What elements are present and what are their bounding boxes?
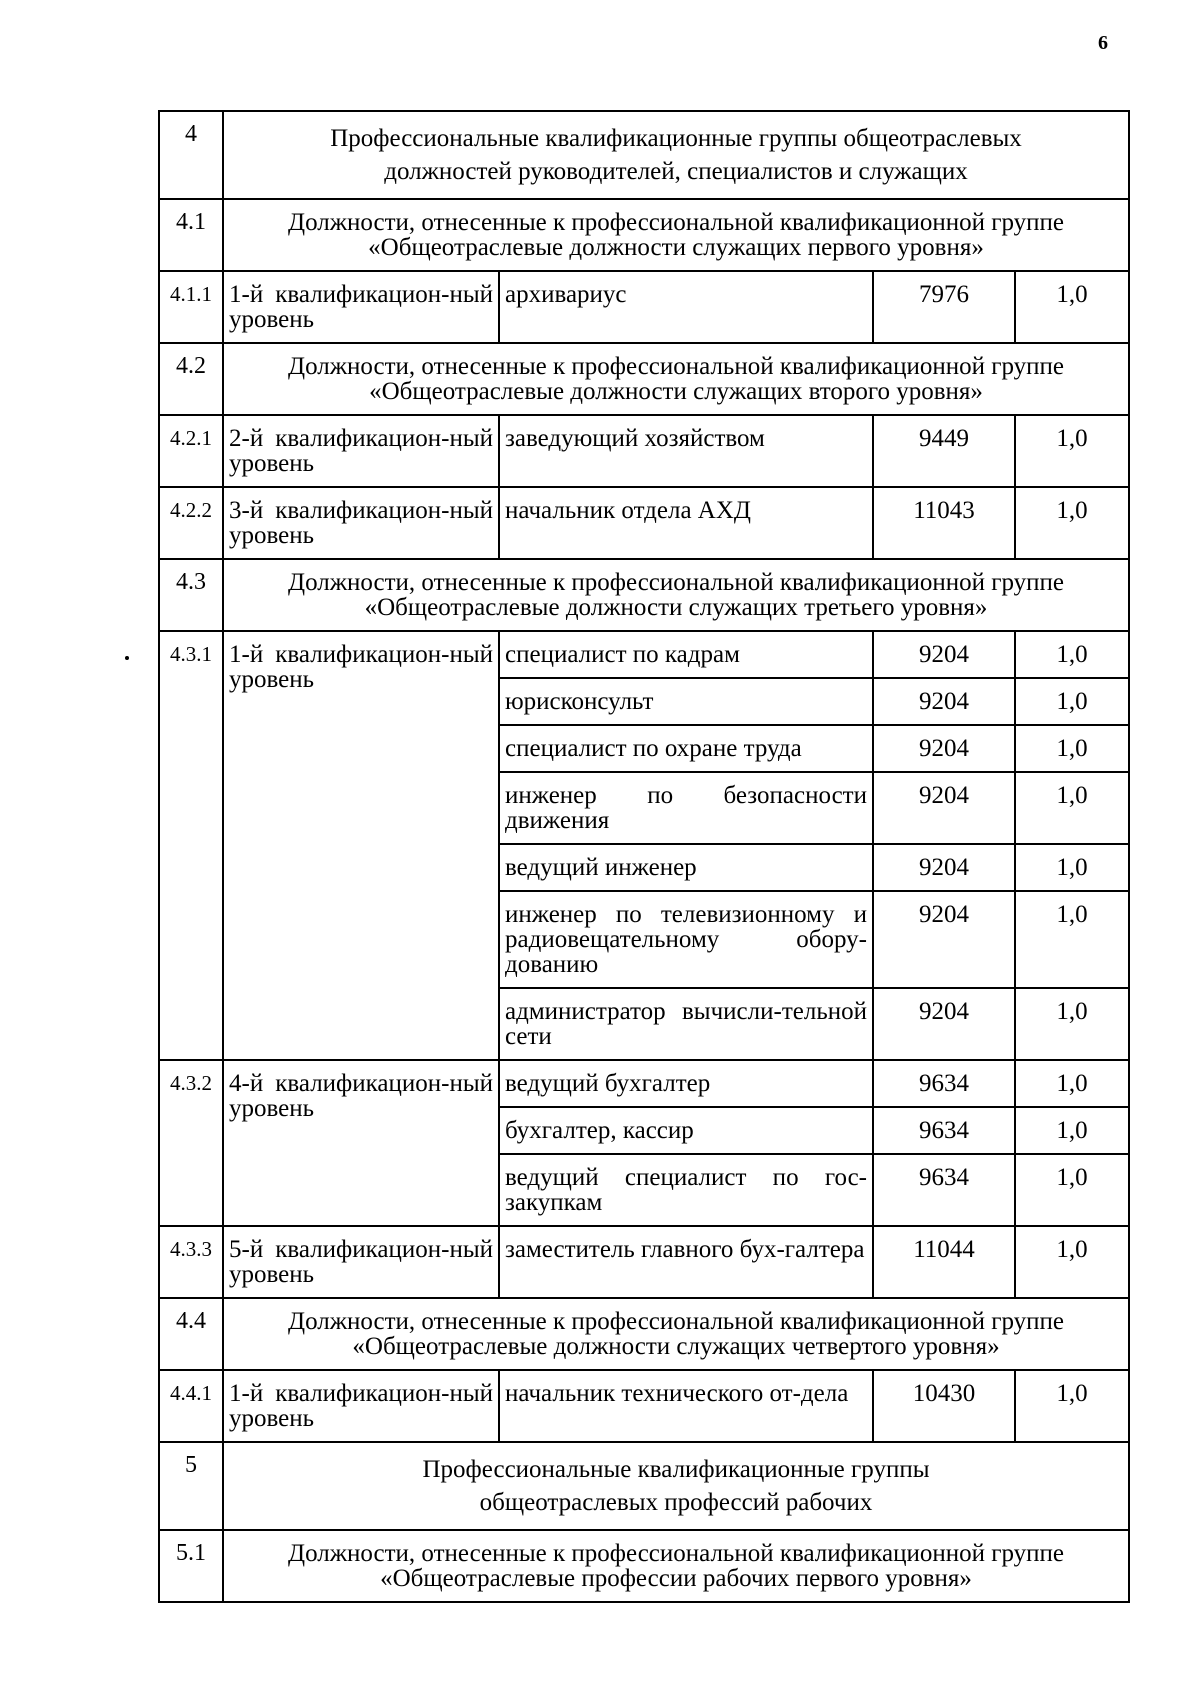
position-code: 10430	[873, 1370, 1015, 1442]
position-title: специалист по охране труда	[499, 725, 873, 772]
group-title-line: Должности, отнесенные к профессиональной квалификационной группе	[288, 1540, 1064, 1567]
scan-artifact-dot	[125, 656, 129, 660]
position-coefficient: 1,0	[1015, 891, 1129, 988]
level-number: 4.4.1	[159, 1370, 223, 1442]
position-row	[159, 415, 1129, 487]
position-coefficient: 1,0	[1015, 1154, 1129, 1226]
position-coefficient: 1,0	[1015, 988, 1129, 1060]
position-coefficient: 1,0	[1015, 631, 1129, 678]
position-coefficient: 1,0	[1015, 1060, 1129, 1107]
group-number: 4.1	[159, 199, 223, 271]
position-coefficient: 1,0	[1015, 1107, 1129, 1154]
position-title: инженер по телевизионному и радиовещательному обору-дованию	[499, 891, 873, 988]
position-code: 9204	[873, 631, 1015, 678]
group-number: 4.4	[159, 1298, 223, 1370]
section-header-row	[159, 1442, 1129, 1530]
position-code: 9204	[873, 678, 1015, 725]
level-number: 4.3.2	[159, 1060, 223, 1226]
table-body	[159, 111, 1129, 1602]
position-row	[159, 271, 1129, 343]
group-number: 4.2	[159, 343, 223, 415]
position-coefficient: 1,0	[1015, 725, 1129, 772]
group-row	[159, 559, 1129, 631]
section-title-line: общеотраслевых профессий рабочих	[479, 1489, 873, 1516]
group-title	[223, 559, 1129, 631]
group-title-line: «Общеотраслевые должности служащих третьего уровня»	[364, 594, 988, 621]
position-title: ведущий бухгалтер	[499, 1060, 873, 1107]
position-title: инженер по безопасности движения	[499, 772, 873, 844]
position-coefficient: 1,0	[1015, 1226, 1129, 1298]
position-title: ведущий инженер	[499, 844, 873, 891]
position-coefficient: 1,0	[1015, 271, 1129, 343]
position-row	[159, 1370, 1129, 1442]
level-number: 4.1.1	[159, 271, 223, 343]
group-title	[223, 343, 1129, 415]
section-title	[223, 1442, 1129, 1530]
position-code: 9204	[873, 988, 1015, 1060]
position-coefficient: 1,0	[1015, 415, 1129, 487]
position-code: 11043	[873, 487, 1015, 559]
position-code: 9204	[873, 844, 1015, 891]
group-title-line: Должности, отнесенные к профессиональной квалификационной группе	[288, 209, 1064, 236]
level-number: 4.2.1	[159, 415, 223, 487]
position-title: бухгалтер, кассир	[499, 1107, 873, 1154]
group-number: 4.3	[159, 559, 223, 631]
position-row	[159, 487, 1129, 559]
position-code: 9634	[873, 1060, 1015, 1107]
qualification-level: 4-й квалификацион-ный уровень	[223, 1060, 499, 1226]
group-title-line: Должности, отнесенные к профессиональной квалификационной группе	[288, 353, 1064, 380]
position-title: администратор вычисли-тельной сети	[499, 988, 873, 1060]
qualification-level: 2-й квалификацион-ный уровень	[223, 415, 499, 487]
position-coefficient: 1,0	[1015, 678, 1129, 725]
position-code: 9204	[873, 891, 1015, 988]
qualification-level: 5-й квалификацион-ный уровень	[223, 1226, 499, 1298]
position-title: специалист по кадрам	[499, 631, 873, 678]
group-row	[159, 1530, 1129, 1602]
level-number: 4.2.2	[159, 487, 223, 559]
section-number: 4	[159, 111, 223, 199]
section-header-row	[159, 111, 1129, 199]
position-title: юрисконсульт	[499, 678, 873, 725]
group-title	[223, 1298, 1129, 1370]
group-title-line: «Общеотраслевые профессии рабочих первого уровня»	[380, 1565, 972, 1592]
qualification-level: 1-й квалификацион-ный уровень	[223, 271, 499, 343]
position-title: архивариус	[499, 271, 873, 343]
section-title-line: должностей руководителей, специалистов и служащих	[384, 158, 968, 185]
section-title-line: Профессиональные квалификационные группы общеотраслевых	[330, 125, 1022, 152]
qualification-groups-table	[158, 110, 1130, 1603]
position-coefficient: 1,0	[1015, 772, 1129, 844]
qualification-level: 1-й квалификацион-ный уровень	[223, 631, 499, 1060]
position-title: ведущий специалист по гос-закупкам	[499, 1154, 873, 1226]
position-title: начальник отдела АХД	[499, 487, 873, 559]
group-title-line: Должности, отнесенные к профессиональной квалификационной группе	[288, 569, 1064, 596]
group-title-line: «Общеотраслевые должности служащих второго уровня»	[369, 378, 983, 405]
position-title: заместитель главного бух-галтера	[499, 1226, 873, 1298]
position-row	[159, 631, 1129, 678]
position-row	[159, 1060, 1129, 1107]
group-title-line: Должности, отнесенные к профессиональной квалификационной группе	[288, 1308, 1064, 1335]
section-title	[223, 111, 1129, 199]
position-row	[159, 1226, 1129, 1298]
group-title	[223, 1530, 1129, 1602]
section-number: 5	[159, 1442, 223, 1530]
position-code: 9204	[873, 725, 1015, 772]
group-row	[159, 343, 1129, 415]
qualification-level: 3-й квалификацион-ный уровень	[223, 487, 499, 559]
group-title	[223, 199, 1129, 271]
group-title-line: «Общеотраслевые должности служащих четвертого уровня»	[352, 1333, 1000, 1360]
position-title: начальник технического от-дела	[499, 1370, 873, 1442]
position-code: 11044	[873, 1226, 1015, 1298]
group-row	[159, 1298, 1129, 1370]
position-coefficient: 1,0	[1015, 1370, 1129, 1442]
page-number: 6	[1098, 32, 1108, 54]
level-number: 4.3.1	[159, 631, 223, 1060]
position-code: 9449	[873, 415, 1015, 487]
position-code: 7976	[873, 271, 1015, 343]
position-title: заведующий хозяйством	[499, 415, 873, 487]
position-code: 9634	[873, 1154, 1015, 1226]
level-number: 4.3.3	[159, 1226, 223, 1298]
group-number: 5.1	[159, 1530, 223, 1602]
section-title-line: Профессиональные квалификационные группы	[422, 1456, 930, 1483]
qualification-level: 1-й квалификацион-ный уровень	[223, 1370, 499, 1442]
position-coefficient: 1,0	[1015, 487, 1129, 559]
position-code: 9634	[873, 1107, 1015, 1154]
group-row	[159, 199, 1129, 271]
position-coefficient: 1,0	[1015, 844, 1129, 891]
position-code: 9204	[873, 772, 1015, 844]
group-title-line: «Общеотраслевые должности служащих первого уровня»	[368, 234, 984, 261]
